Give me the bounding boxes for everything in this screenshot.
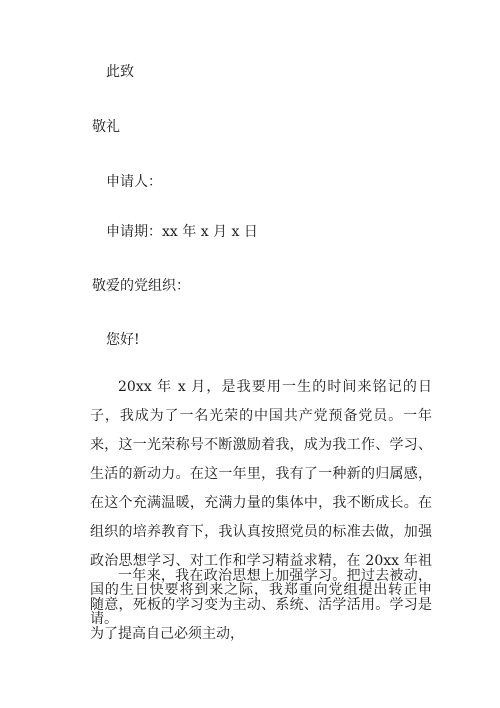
applicant-label: 申请人： — [106, 174, 162, 190]
closing-line-2: 敬礼 — [92, 119, 120, 135]
application-date: 申请期：xx 年 x 月 x 日 — [106, 224, 258, 240]
closing-line-1: 此致 — [106, 64, 134, 80]
greeting: 您好! — [106, 332, 140, 348]
body-paragraph-2: 一年来，我在政治思想上加强学习。把过去被动，随意，死板的学习变为主动、系统、活学活用。学习是为了提高自己必须主动， — [90, 568, 432, 642]
body-paragraph-1: 20xx 年 x 月，是我要用一生的时间来铭记的日子，我成为了一名光荣的中国共产党预备党员。一年来，这一光荣称号不断激励着我，成为我工作、学习、生活的新动力。在这一年里，我有了一种新的归属感，在这个充满温暖，充满力量的集体中，我不断成长。在组织的培养教育下，我认真按照党员的标准去做，加强政治思想学习、对工作和学习精益求精，在 20xx 年祖国的生日快要将到来之际，我郑重向党组提出转正申请。 — [90, 379, 432, 627]
salutation: 敬爱的党组织： — [92, 278, 190, 294]
